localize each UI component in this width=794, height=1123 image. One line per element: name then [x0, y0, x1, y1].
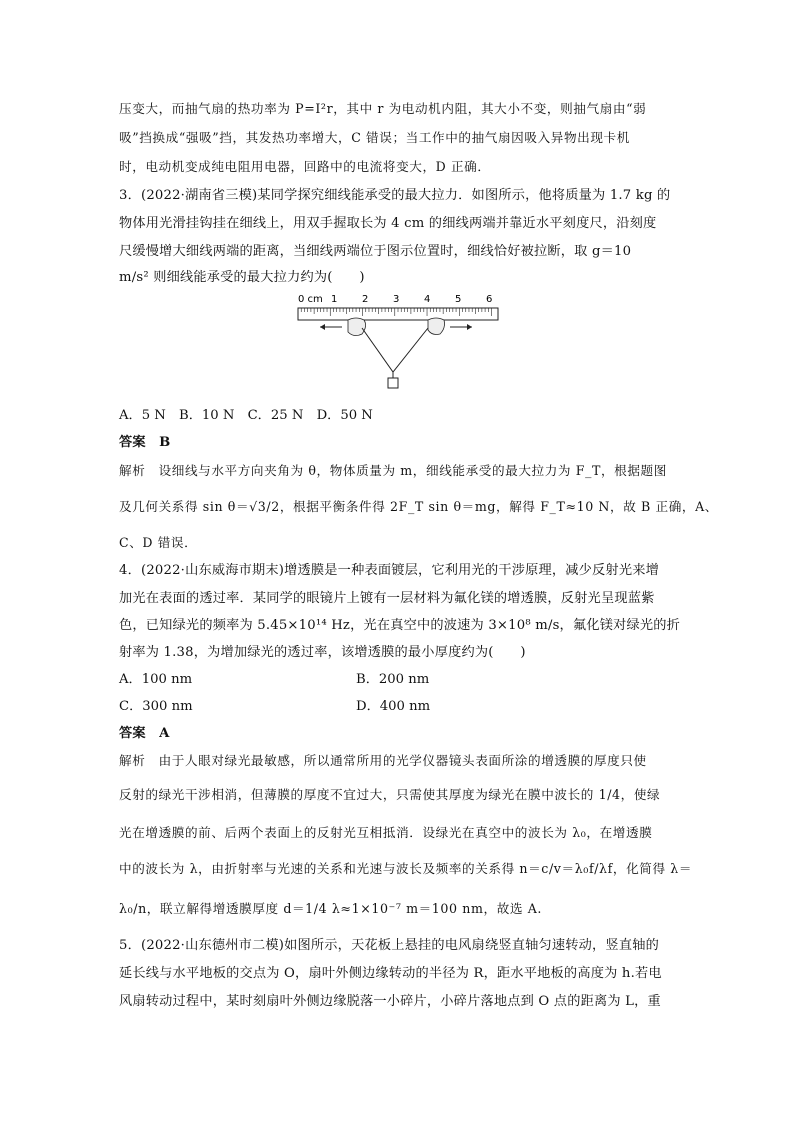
q4-stem-line-3: 色，已知绿光的频率为 5.45×10¹⁴ Hz，光在真空中的波速为 3×10⁸ m/s，氟化镁对绿光的折	[119, 618, 681, 633]
ruler-label-2: 2	[362, 294, 369, 305]
ruler-label-1: 1	[331, 294, 338, 305]
ruler-ticks	[298, 308, 492, 316]
q2-explanation-line-2: 吸”挡换成“强吸”挡，其发热功率增大，C 错误；当工作中的抽气扇因吸入异物出现卡机	[119, 130, 630, 145]
ruler-diagram-svg	[290, 290, 510, 400]
thread	[362, 328, 428, 372]
left-hand-icon	[348, 318, 366, 336]
q3-stem-line-1: 3．(2022·湖南省三模)某同学探究细线能承受的最大拉力．如图所示，他将质量为 1.7 kg 的	[119, 188, 671, 203]
ruler-label-5: 5	[455, 294, 462, 305]
q5-stem-line-1: 5．(2022·山东德州市二模)如图所示，天花板上悬挂的电风扇绕竖直轴匀速转动，竖直轴的	[119, 938, 659, 953]
q3-stem-line-3: 尺缓慢增大细线两端的距离，当细线两端位于图示位置时，细线恰好被拉断，取 g＝10	[119, 244, 632, 259]
q4-explanation-line-3: 光在增透膜的前、后两个表面上的反射光互相抵消．设绿光在真空中的波长为 λ₀，在增透膜	[119, 825, 653, 840]
ruler-label-6: 6	[486, 294, 493, 305]
q3-stem-line-4: m/s² 则细线能承受的最大拉力约为( )	[119, 270, 365, 285]
right-hand-icon	[428, 318, 445, 335]
q3-explanation-line-1: 解析 设细线与水平方向夹角为 θ，物体质量为 m，细线能承受的最大拉力为 F_T，根据题图	[119, 463, 667, 478]
q4-stem-line-4: 射率为 1.38，为增加绿光的透过率，该增透膜的最小厚度约为( )	[119, 645, 526, 660]
ruler-label-4: 4	[424, 294, 431, 305]
left-arrowhead-icon	[320, 324, 325, 330]
hanging-mass	[388, 378, 398, 388]
q4-option-b: B．200 nm	[356, 672, 430, 687]
q4-option-a: A．100 nm	[119, 672, 193, 687]
q4-explanation-line-4: 中的波长为 λ，由折射率与光速的关系和光速与波长及频率的关系得 n＝c/v＝λ₀f/λf，化简得 λ＝	[119, 861, 693, 876]
q5-stem-line-2: 延长线与水平地板的交点为 O，扇叶外侧边缘转动的半径为 R，距水平地板的高度为 h.若电	[119, 966, 662, 981]
q4-answer: 答案 A	[119, 726, 170, 741]
q4-explanation-line-1: 解析 由于人眼对绿光最敏感，所以通常所用的光学仪器镜头表面所涂的增透膜的厚度只使	[119, 753, 647, 768]
q4-explanation-line-2: 反射的绿光干涉相消，但薄膜的厚度不宜过大，只需使其厚度为绿光在膜中波长的 1/4，使绿	[119, 787, 661, 802]
ruler-diagram	[290, 290, 510, 400]
q4-explanation-line-5: λ₀/n，联立解得增透膜厚度 d＝1/4 λ≈1×10⁻⁷ m＝100 nm，故选 A.	[119, 901, 542, 916]
q4-stem-line-1: 4．(2022·山东威海市期末)增透膜是一种表面镀层，它利用光的干涉原理，减少反射光来增	[119, 563, 659, 578]
q3-stem-line-2: 物体用光滑挂钩挂在细线上，用双手握取长为 4 cm 的细线两端并靠近水平刻度尺，沿刻度	[119, 216, 657, 231]
q4-stem-line-2: 加光在表面的透过率．某同学的眼镜片上镀有一层材料为氟化镁的增透膜，反射光呈现蓝紫	[119, 591, 655, 606]
q4-option-d: D．400 nm	[356, 699, 431, 714]
right-arrowhead-icon	[467, 324, 472, 330]
ruler-label-0: 0 cm	[298, 294, 323, 305]
q3-answer: 答案 B	[119, 435, 171, 450]
q3-explanation-line-3: C、D 错误．	[119, 535, 198, 550]
q3-options: A．5 N B．10 N C．25 N D．50 N	[119, 408, 373, 423]
q4-option-c: C．300 nm	[119, 699, 193, 714]
q2-explanation-line-3: 时，电动机变成纯电阻用电器，回路中的电流将变大，D 正确．	[119, 159, 491, 174]
q2-explanation-line-1: 压变大，而抽气扇的热功率为 P=I²r，其中 r 为电动机内阻，其大小不变，则抽气扇由“弱	[119, 101, 647, 116]
ruler-label-3: 3	[393, 294, 400, 305]
q5-stem-line-3: 风扇转动过程中，某时刻扇叶外侧边缘脱落一小碎片，小碎片落地点到 O 点的距离为 L，重	[119, 994, 661, 1009]
q3-explanation-line-2: 及几何关系得 sin θ＝√3/2，根据平衡条件得 2F_T sin θ＝mg，解得 F_T≈10 N，故 B 正确，A、	[119, 499, 718, 514]
